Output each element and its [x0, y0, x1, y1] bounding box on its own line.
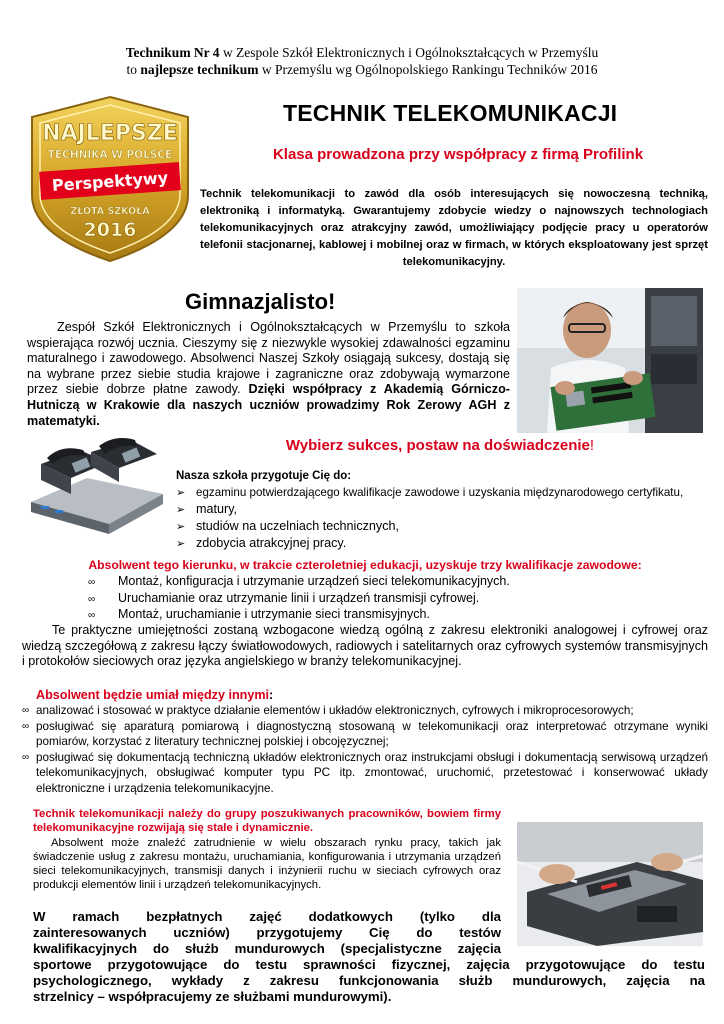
- arrow-bullet-icon: ➢: [176, 487, 186, 499]
- umial-heading: Absolwent będzie umiał między innymi:: [36, 688, 274, 702]
- list-item: ∞ posługiwać się aparaturą pomiarową i diagnostyczną stosowaną w telekomunikacji oraz interpretować otrzymane wyniki pomiarów, korzystać z literatury technicznej polskiej i obcojęzycznej;: [22, 719, 708, 748]
- extra-line-4: sportowe przygotowujące do testu sprawności fizycznej, zajęcia przygotowujące do testu: [33, 957, 705, 972]
- badge-year: 2016: [83, 219, 137, 241]
- sukces-heading: Wybierz sukces, postaw na doświadczenie!: [285, 437, 595, 454]
- header-line-2: to najlepsze technikum w Przemyślu wg Ogólnopolskiego Rankingu Techników 2016: [126, 62, 598, 77]
- extra-line-2: zainteresowanych uczniów) przygotujemy Cię do testów: [33, 925, 501, 940]
- umial-list: [22, 703, 708, 796]
- arrow-bullet-icon: ➢: [176, 521, 186, 533]
- infinity-bullet-icon: ∞: [88, 577, 96, 588]
- list-item: ∞ Uruchamianie oraz utrzymanie linii i urządzeń transmisji cyfrowej.: [88, 591, 688, 608]
- extra-line-5: psychologicznego, wykłady z zakresu funkcjonowania służb mundurowych, zajęcia na: [33, 973, 705, 988]
- badge-line-3: ZŁOTA SZKOŁA: [70, 206, 150, 217]
- qualifications-list: [88, 574, 688, 624]
- list-item: ➢ zdobycia atrakcyjnej pracy.: [176, 536, 347, 550]
- infinity-bullet-icon: ∞: [88, 610, 96, 621]
- extra-line-3: kwalifikacyjnych do służb mundurowych (specjalistyczne zajęcia: [33, 941, 501, 956]
- subtitle: Klasa prowadzona przy współpracy z firmą Profilink: [272, 146, 644, 163]
- qualifications-heading: Absolwent tego kierunku, w trakcie czteroletniej edukacji, uzyskuje trzy kwalifikacje zawodowe:: [88, 558, 642, 572]
- list-item: ➢ egzaminu potwierdzającego kwalifikacje zawodowe i uzyskania międzynarodowego certyfikatu,: [176, 486, 684, 499]
- najlepsze-technika-badge: [28, 95, 192, 263]
- infinity-bullet-icon: ∞: [22, 705, 30, 716]
- arrow-bullet-icon: ➢: [176, 504, 186, 516]
- header-line-1: Technikum Nr 4 w Zespole Szkół Elektronicznych i Ogólnokształcących w Przemyślu: [125, 45, 599, 60]
- badge-line-1: NAJLEPSZE: [42, 121, 178, 146]
- employment-text: Absolwent może znaleźć zatrudnienie w wielu obszarach rynku pracy, takich jak świadczenie usług z zakresu montażu, uruchamiania, konfigurowania i utrzymania urządzeń sieci telekomunikacyjnych, transmisji danych i inżynierii ruchu w sieciach cyfrowych oraz produkcji elementów linii i urządzeń telekomunikacyjnych.: [33, 837, 501, 891]
- skills-paragraph: Te praktyczne umiejętności zostaną wzbogacone wiedzą ogólną z zakresu elektroniki analogowej i cyfrowej oraz wiedzą szczegółową z zakresu łączy światłowodowych, radiowych i satelitarnych oraz cyfrowych systemów transmisyjnych i protokołów sieciowych oraz języka angielskiego w branży telekomunikacyjnej.: [22, 623, 708, 668]
- list-item: ∞ posługiwać się dokumentacją techniczną układów elektronicznych oraz instrukcjami obsługi i dokumentacją serwisową urządzeń telekomunikacyjnych, obsługiwać komputer typu PC itp. zmontować, uruchomić, przetestować i konserwować układy elektroniczne i urządzenia telekomunikacyjne.: [22, 750, 708, 795]
- prep-heading: Nasza szkoła przygotuje Cię do:: [176, 470, 352, 482]
- extra-line-1: W ramach bezpłatnych zajęć dodatkowych (tylko dla: [33, 909, 501, 924]
- telephone-switch-image: [27, 432, 165, 536]
- list-item: ∞ Montaż, konfiguracja i utrzymanie urządzeń sieci telekomunikacyjnych.: [88, 574, 688, 591]
- list-item: ➢ studiów na uczelniach technicznych,: [176, 519, 400, 533]
- arrow-bullet-icon: ➢: [176, 538, 186, 550]
- list-item: ∞ Montaż, uruchamianie i utrzymanie sieci transmisyjnych.: [88, 607, 688, 624]
- badge-line-2: TECHNIKA W POLSCE: [47, 149, 173, 161]
- list-item: ➢ matury,: [176, 502, 238, 516]
- gimnazjalisto-text: Zespół Szkół Elektronicznych i Ogólnokształcących w Przemyślu to szkoła wspierająca rozwój ucznia. Cieszymy się z niezwykle wysokiej zdawalności egzaminu maturalnego i zawodowego. Absolwenci Naszej Szkoły osiągają sukcesy, dostają się na wybrane przez siebie studia krajowe i zagraniczne oraz zdobywają wymarzone przez siebie dobrze płatne zawody. Dzięki współpracy z Akademią Górniczo-Hutniczą w Krakowie dla naszych uczniów prowadzimy Rok Zerowy AGH z matematyki.: [27, 320, 510, 428]
- extra-classes-paragraph: [33, 909, 705, 1005]
- employment-heading: Technik telekomunikacji należy do grupy poszukiwanych pracowników, bowiem firmy telekomunikacyjne rozwijają się stale i dynamicznie.: [33, 808, 501, 834]
- extra-line-6: strzelnicy – współpracujemy ze służbami mundurowymi).: [33, 989, 392, 1004]
- list-item: ∞ analizować i stosować w praktyce działanie elementów i układów elektronicznych, cyfrowych i mikroprocesorowych;: [22, 704, 634, 717]
- infinity-bullet-icon: ∞: [22, 720, 30, 732]
- page-title: TECHNIK TELEKOMUNIKACJI: [283, 100, 618, 126]
- infinity-bullet-icon: ∞: [22, 751, 30, 763]
- infinity-bullet-icon: ∞: [88, 593, 96, 605]
- technician-photo: [517, 288, 703, 433]
- page-header: [0, 44, 724, 78]
- gimnazjalisto-heading: Gimnazjalisto!: [185, 289, 336, 314]
- prep-list: [176, 485, 716, 552]
- badge-brand: Perspektywy: [51, 167, 169, 196]
- intro-text: Technik telekomunikacji to zawód dla osób interesujących się nowoczesną techniką, elektroniką i informatyką. Gwarantujemy zdobycie wiedzy o najnowszych technologiach telekomunikacyjnych oraz atrakcyjny zawód, umożliwiający podjęcie pracy u operatorów telefonii stacjonarnej, kablowej i mobilnej oraz w firmach, w których eksploatowany jest sprzęt telekomunikacyjny.: [200, 188, 708, 268]
